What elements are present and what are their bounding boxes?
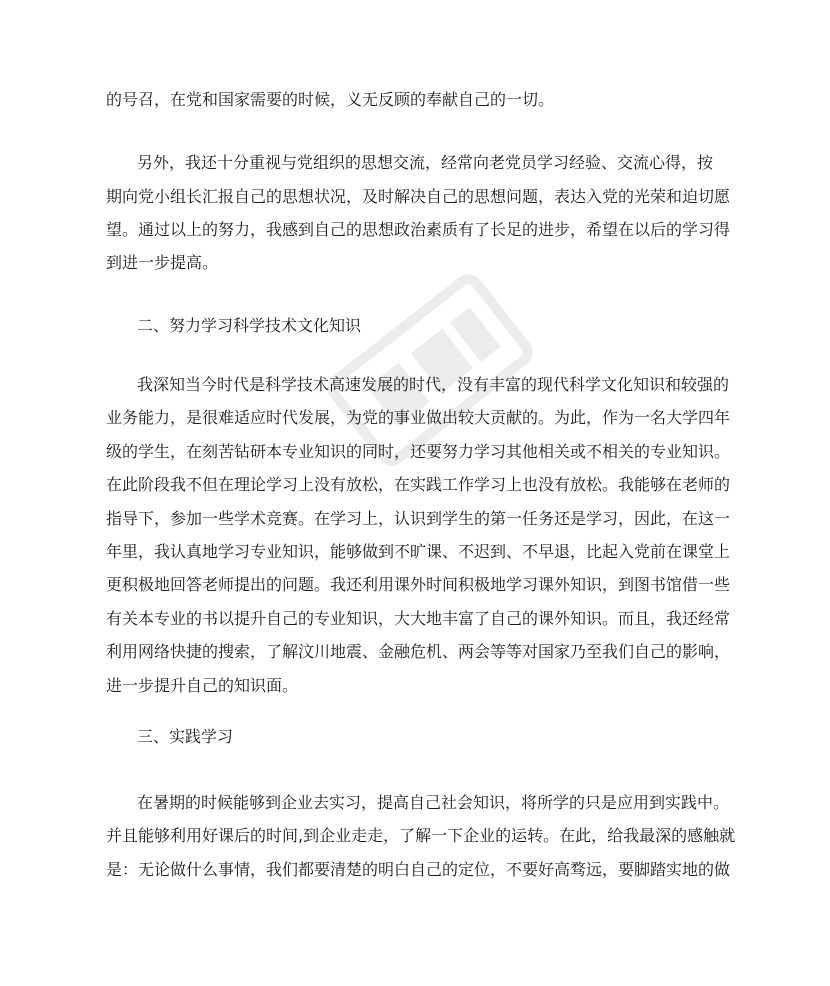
text-line: 望。通过以上的努力，我感到自己的思想政治素质有了长足的进步，希望在以后的学习得 <box>106 220 731 239</box>
text-line: 业务能力，是很难适应时代发展，为党的事业做出较大贡献的。为此，作为一名大学四年 <box>106 408 731 427</box>
text-line: 另外，我还十分重视与党组织的思想交流，经常向老党员学习经验、交流心得，按 <box>137 153 714 172</box>
text-line: 在此阶段我不但在理论学习上没有放松，在实践工作学习上也没有放松。我能够在老师的 <box>106 475 731 494</box>
text-line: 是：无论做什么事情，我们都要清楚的明白自己的定位，不要好高骛远，要脚踏实地的做 <box>106 860 731 879</box>
text-line: 更积极地回答老师提出的问题。我还利用课外时间积极地学习课外知识，到图书馆借一些 <box>106 575 731 594</box>
text-line: 利用网络快捷的搜索，了解汶川地震、金融危机、两会等等对国家乃至我们自己的影响， <box>106 642 731 661</box>
text-line: 到进一步提高。 <box>106 253 219 272</box>
text-line: 年里，我认真地学习专业知识，能够做到不旷课、不迟到、不早退，比起入党前在课堂上 <box>106 542 731 561</box>
section-heading: 三、实践学习 <box>137 727 234 746</box>
text-line: 进一步提升自己的知识面。 <box>106 676 299 695</box>
text-line: 级的学生，在刻苦钻研本专业知识的同时，还要努力学习其他相关或不相关的专业知识。 <box>106 442 731 461</box>
text-line: 在暑期的时候能够到企业去实习，提高自己社会知识，将所学的只是应用到实践中。 <box>137 793 730 812</box>
text-line: 指导下，参加一些学术竞赛。在学习上，认识到学生的第一任务还是学习，因此，在这一 <box>106 509 731 528</box>
text-line: 的号召，在党和国家需要的时候，义无反顾的奉献自己的一切。 <box>106 90 555 109</box>
text-line: 我深知当今时代是科学技术高速发展的时代，没有丰富的现代科学文化知识和较强的 <box>137 375 730 394</box>
section-heading: 二、努力学习科学技术文化知识 <box>137 316 362 335</box>
text-line: 有关本专业的书以提升自己的专业知识，大大地丰富了自己的课外知识。而且，我还经常 <box>106 609 731 628</box>
text-line: 并且能够利用好课后的时间,到企业走走，了解一下企业的运转。在此，给我最深的感触就 <box>106 826 736 845</box>
text-line: 期向党小组长汇报自己的思想状况，及时解决自己的思想问题，表达入党的光荣和迫切愿 <box>106 187 731 206</box>
